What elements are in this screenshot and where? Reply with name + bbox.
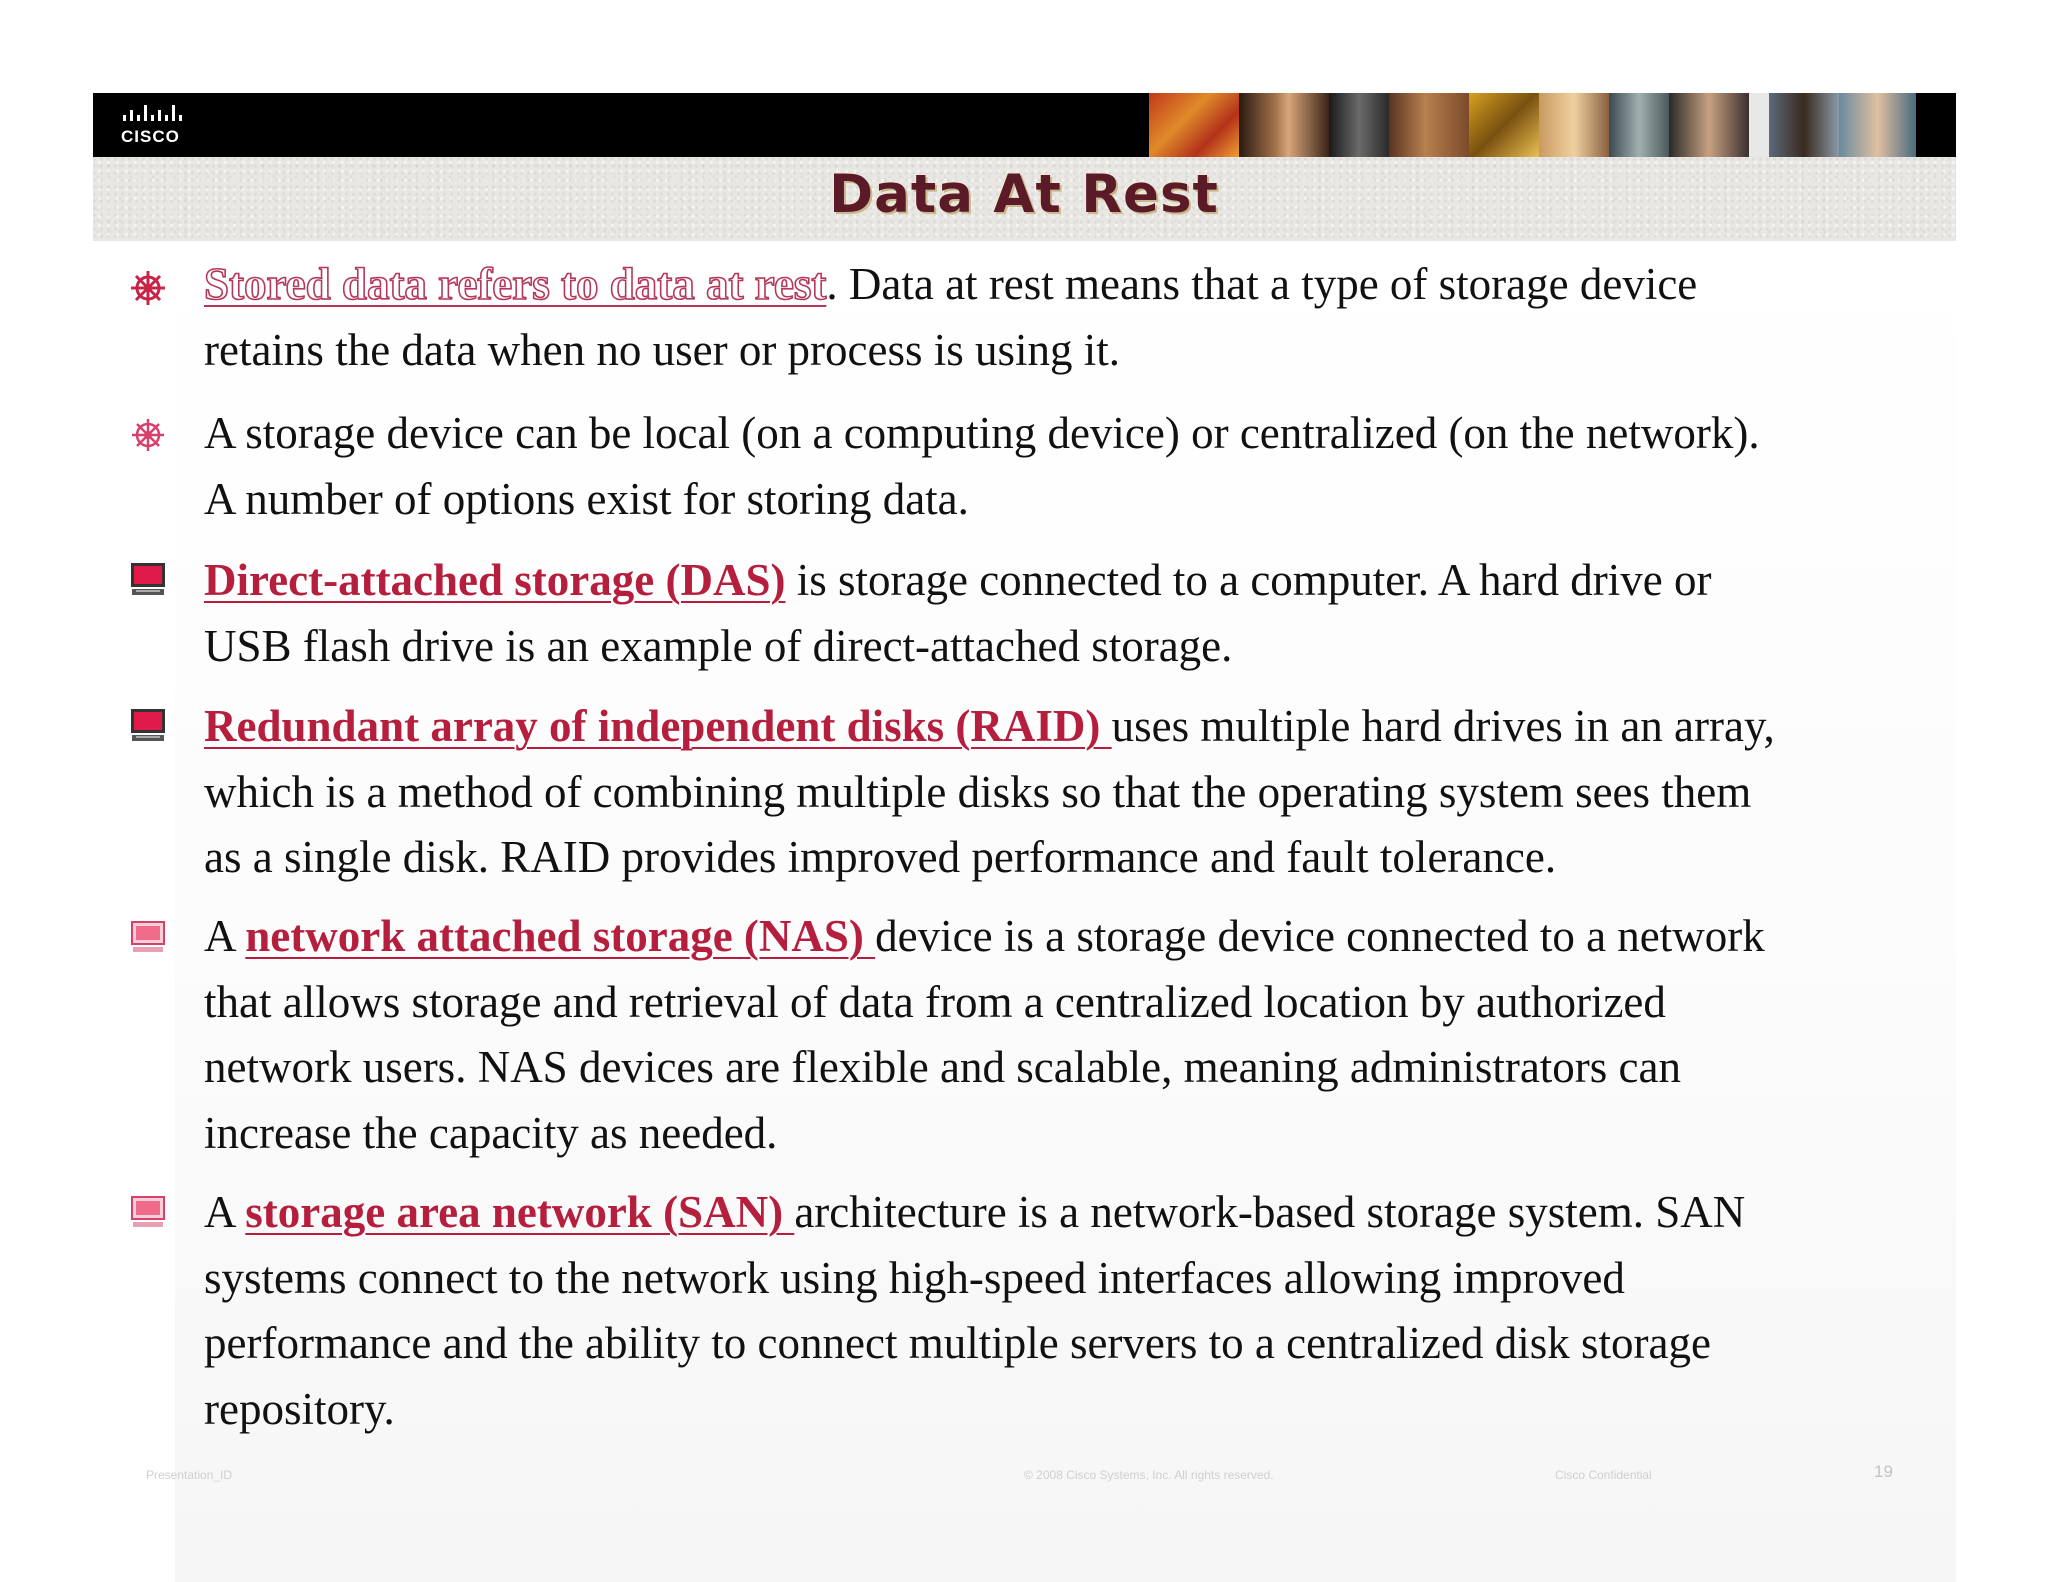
- bullet-line: [204, 252, 1906, 318]
- bullet-line: increase the capacity as needed.: [204, 1107, 778, 1158]
- computer-icon: [128, 918, 168, 958]
- keyword-stored-data: Stored data refers to data at rest: [204, 259, 827, 309]
- cisco-logo: [121, 103, 211, 151]
- header-bar: [93, 93, 1956, 157]
- header-photo: [1769, 93, 1839, 157]
- bullet-text: device is a storage device connected to a network: [875, 911, 1765, 961]
- slide-title: Data At Rest: [829, 164, 1219, 225]
- bullet-text: . Data at rest means that a type of storage device: [826, 259, 1698, 309]
- header-photo: [1329, 93, 1389, 157]
- bullet-line: USB flash drive is an example of direct-attached storage.: [204, 620, 1233, 671]
- bullet-line: retains the data when no user or process is using it.: [204, 324, 1121, 375]
- header-photo: [1469, 93, 1539, 157]
- page-number: 19: [1874, 1462, 1893, 1481]
- bullet-line: as a single disk. RAID provides improved performance and fault tolerance.: [204, 832, 1557, 882]
- bullet-line: A number of options exist for storing data.: [204, 473, 969, 524]
- header-photo: [1389, 93, 1469, 157]
- footer-confidential: Cisco Confidential: [1555, 1468, 1652, 1482]
- bullet-line: [204, 904, 1906, 970]
- bullet-line: [204, 694, 1906, 760]
- bullet-storage-device: [204, 401, 1906, 532]
- bullet-line: [204, 1180, 1906, 1246]
- keyword-san: storage area network (SAN): [245, 1187, 795, 1237]
- header-photo: [1669, 93, 1749, 157]
- bullet-line: systems connect to the network using high-speed interfaces allowing improved: [204, 1252, 1625, 1303]
- header-photo: [1749, 93, 1769, 157]
- bullet-text: uses multiple hard drives in an array,: [1111, 701, 1775, 751]
- bullet-raid: [204, 694, 1906, 891]
- bullet-text: is storage connected to a computer. A hard drive or: [785, 555, 1712, 605]
- header-photo: [1149, 93, 1239, 157]
- cisco-bars-icon: [121, 103, 211, 125]
- computer-icon: [128, 560, 168, 600]
- bullet-text: architecture is a network-based storage system. SAN: [794, 1187, 1746, 1237]
- header-photo: [1839, 93, 1916, 157]
- header-photo: [1239, 93, 1329, 157]
- bullet-das: [204, 548, 1906, 679]
- bullet-prefix: A: [204, 1187, 246, 1237]
- wheel-icon: [128, 268, 168, 308]
- computer-icon: [128, 706, 168, 746]
- bullet-nas: [204, 904, 1906, 1166]
- keyword-raid: Redundant array of independent disks (RAID): [204, 701, 1112, 751]
- bullet-line: performance and the ability to connect multiple servers to a centralized disk storage: [204, 1318, 1711, 1368]
- bullet-line: network users. NAS devices are flexible and scalable, meaning administrators can: [204, 1042, 1682, 1092]
- header-photo: [1609, 93, 1669, 157]
- bullet-stored-data: [204, 252, 1906, 383]
- bullet-san: [204, 1180, 1906, 1442]
- footer-copyright: © 2008 Cisco Systems, Inc. All rights reserved.: [1024, 1468, 1274, 1482]
- logo-text: CISCO: [121, 127, 180, 146]
- keyword-nas: network attached storage (NAS): [245, 911, 876, 961]
- bullet-line: [204, 548, 1906, 614]
- footer-presentation-id: Presentation_ID: [146, 1468, 233, 1482]
- computer-icon: [128, 1193, 168, 1233]
- header-photo-strip: [1149, 93, 1956, 157]
- keyword-das: Direct-attached storage (DAS): [204, 555, 786, 605]
- header-photo: [1539, 93, 1609, 157]
- bullet-line: that allows storage and retrieval of data from a centralized location by authorized: [204, 976, 1666, 1027]
- bullet-line: A storage device can be local (on a computing device) or centralized (on the network).: [204, 408, 1760, 458]
- wheel-icon: [128, 415, 168, 455]
- bullet-line: which is a method of combining multiple disks so that the operating system sees them: [204, 766, 1752, 817]
- bullet-prefix: A: [204, 911, 246, 961]
- bullet-line: repository.: [204, 1383, 395, 1434]
